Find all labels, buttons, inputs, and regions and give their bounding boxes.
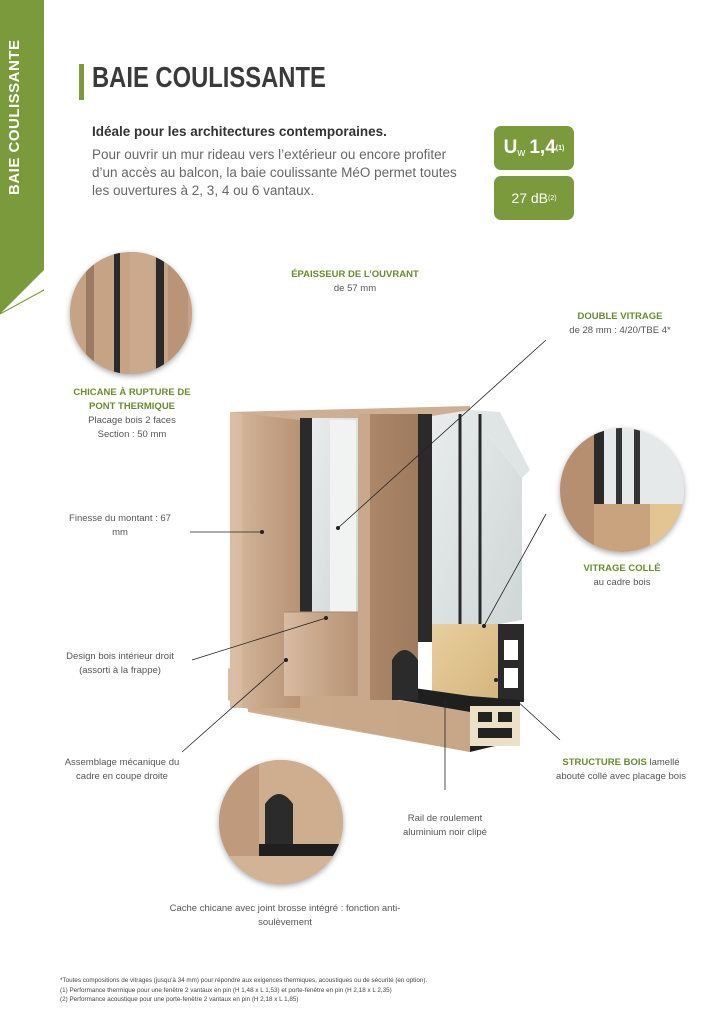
label-cache-text: Cache chicane avec joint brosse intégré : fonction anti-soulèvement: [169, 903, 401, 928]
db-note: (2): [548, 194, 557, 202]
detail-circle-cache: [219, 760, 343, 884]
label-finesse: [66, 512, 174, 540]
label-finesse-text: Finesse du montant : 67 mm: [69, 513, 171, 538]
lead-text: Idéale pour les architectures contemporaines.: [92, 124, 387, 139]
page-title: BAIE COULISSANTE: [92, 62, 326, 94]
label-rail: [390, 812, 500, 840]
label-chicane-text2: Section : 50 mm: [97, 429, 167, 440]
label-structure-text-b: abouté collé avec placage bois: [556, 771, 686, 782]
u-symbol: U: [503, 137, 518, 158]
footnote-2: (2) Performance acoustique pour une porte-fenêtre 2 vantaux en pin (H 2,18 x L 1,85): [60, 996, 299, 1003]
label-double-title: DOUBLE VITRAGE: [577, 311, 663, 322]
label-design: [58, 650, 182, 678]
label-cache: [150, 902, 420, 930]
u-subscript: w: [517, 147, 526, 159]
detail-circle-chicane: [70, 252, 192, 374]
label-assemblage-text: Assemblage mécanique du cadre en coupe droite: [64, 757, 180, 782]
label-design-text: Design bois intérieur droit (assorti à la frappe): [66, 651, 174, 676]
footnote-1: (1) Performance thermique pour une fenêtre 2 vantaux en pin (H 1,48 x L 1,53) et porte-fenêtre en pin (H 2,18 x L 2,35): [60, 986, 392, 994]
u-value: 1,4: [529, 137, 556, 158]
label-epaisseur-text: de 57 mm: [333, 283, 377, 294]
side-tab-label: BAIE COULISSANTE: [6, 39, 23, 195]
label-vitrage-colle: [560, 562, 684, 590]
footnotes: [60, 976, 427, 1005]
label-double-text: de 28 mm : 4/20/TBE 4*: [569, 325, 671, 336]
wood-section: [432, 624, 498, 700]
db-value: 27 dB: [511, 190, 549, 206]
label-vitrage-text: au cadre bois: [593, 577, 651, 588]
intro-text: Pour ouvrir un mur rideau vers l’extérieur ou encore profiter d’un accès au balcon, la baie coulissante MéO permet toutes les ouvertures à 2, 3, 4 ou 6 vantaux.: [92, 147, 457, 198]
label-chicane-title: CHICANE À RUPTURE DE PONT THERMIQUE: [73, 387, 191, 412]
label-epaisseur-title: ÉPAISSEUR DE L’OUVRANT: [291, 269, 419, 280]
label-structure-text-a: lamellé: [646, 757, 680, 768]
label-chicane-text1: Placage bois 2 faces: [88, 415, 176, 426]
label-rail-text: Rail de roulement aluminium noir clipé: [403, 813, 487, 838]
label-chicane: [68, 386, 196, 442]
u-note: (1): [555, 144, 565, 152]
label-structure-title: STRUCTURE BOIS: [562, 757, 647, 768]
label-double-vitrage: [540, 310, 700, 338]
chicane-cover: [392, 650, 418, 700]
footnote-0: *Toutes compositions de vitrages (jusqu’à 34 mm) pour répondre aux exigences thermiques, acoustiques ou de sécurité (en option).: [60, 977, 428, 984]
label-epaisseur: [280, 268, 430, 296]
label-vitrage-title: VITRAGE COLLÉ: [583, 563, 661, 574]
label-structure: [556, 756, 686, 784]
label-assemblage: [58, 756, 186, 784]
detail-circle-vitrage: [560, 428, 684, 552]
